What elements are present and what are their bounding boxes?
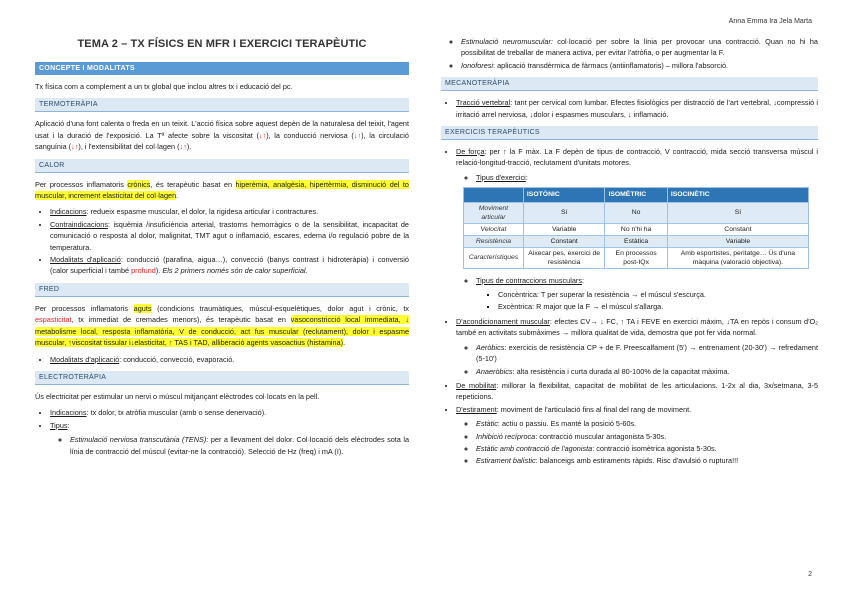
exercicis-tipus: ◦ Tipus d'exercici: <box>476 172 818 183</box>
contraccio-excentrica: ▪ Excèntrica: R major que la F → el múscul s'allarga. <box>498 301 818 312</box>
table-cell: Variable <box>523 223 605 235</box>
section-heading-exercicis: EXERCICIS TERAPÈUTICS <box>441 126 818 140</box>
right-column <box>441 30 818 470</box>
section-heading-mecano: MECANOTERÀPIA <box>441 77 818 91</box>
electro-indicacions: • Indicacions: tx dolor, tx atròfia muscular (amb o sense denervació). <box>50 407 409 418</box>
table-row <box>464 202 809 223</box>
table-cell: Constant <box>667 223 808 235</box>
fred-text: Per processos inflamatoris aguts (condicions traumàtiques, múscul-esquelètiques, dolor agut i crònic, tx espasticitat, tx immediat de cremades menors), és terapèutic basat en vasoconstricció local immediata, ↓ metabolisme local, resposta inflamatòria, V de conducció, act fus muscular (reclutament), dolor i espasme muscular, ↑viscositat tissular i↓elasticitat, ↑ TAS i TAD, alliberació agents vasoactius (histamina). <box>35 303 409 348</box>
table-header-cell: ISOMÈTRIC <box>605 188 667 202</box>
author-name: Anna Emma Ira Jela Marta <box>728 18 812 25</box>
calor-section <box>35 179 409 277</box>
table-cell: Amb esportistes, peritatge… Ús d'una màquina (valoració objectiva). <box>667 247 808 268</box>
table-cell: Variable <box>667 235 808 247</box>
section-heading-termo: TERMOTERÀPIA <box>35 98 409 112</box>
electro-neuromuscular: ◦ Estimulació neuromuscular: col·locació per sobre la línia per provocar una contracció. Quan no hi ha possibilitat de treballar de manera activa, per evitar l'atròfia, o per augmentar la F. <box>461 36 818 59</box>
table-row <box>464 223 809 235</box>
table-cell: En processos post-IQx <box>605 247 667 268</box>
electro-ionoforesi: ◦ Ionoforesi: aplicació transdèrmica de fàrmacs (antiinflamatoris) – millora l'absorció. <box>461 60 818 71</box>
concepte-text: Tx física com a complement a un tx global que inclou altres tx i educació del pc. <box>35 82 293 91</box>
electro-tens: ◦ Estimulació nerviosa transcutània (TENS): per a llevament del dolor. Col·locació dels elèctrodes sota la línia de contracció del múscul (evitar-ne la contracció). Selecció de Hz (freq) i mA (I). <box>70 434 409 457</box>
electro-section <box>35 391 409 457</box>
estirament-estatic: ◦ Estàtic: actiu o passiu. Es manté la posició 5-60s. <box>476 418 818 429</box>
mecano-traccio: • Tracció vertebral: tant per cervical com lumbar. Efectes fisiològics per distracció de l'art vertebral, ↓compressió i irritació arrel nerviosa, ↓dolor i espasmes musculars, ↓ inflamació. <box>456 97 818 120</box>
exercicis-contraccions: ◦ Tipus de contraccions musculars: ▪ Concèntrica: T per superar la resistència → el múscul s'escurça. ▪ Excèntrica: R major que la F → el múscul s'allarga. <box>476 275 818 313</box>
concepte-section <box>35 81 409 92</box>
table-cell: Característiques <box>464 247 524 268</box>
table-cell: Sí <box>523 202 605 223</box>
table-cell: Velocitat <box>464 223 524 235</box>
section-heading-fred: FRED <box>35 283 409 297</box>
table-header-cell: ISOCINÈTIC <box>667 188 808 202</box>
mecano-section <box>441 97 818 120</box>
table-header-cell: ISOTÒNIC <box>523 188 605 202</box>
exercise-types-table <box>463 187 809 268</box>
table-row <box>464 235 809 247</box>
termo-section <box>35 118 409 152</box>
calor-indicacions: • Indicacions: redueix espasme muscular, el dolor, la rigidesa articular i contractures. <box>50 206 409 217</box>
contraccions-wrapper <box>456 275 818 313</box>
electro-tipus: • Tipus: ◦ Estimulació nerviosa transcutània (TENS): per a llevament del dolor. Col·locació dels elèctrodes sota la línia de contracció del múscul (evitar-ne la contracció). Selecció de Hz (freq) i mA (I). <box>50 420 409 457</box>
estirament-balistic: ◦ Estirament balístic: balanceigs amb estiraments ràpids. Risc d'avulsió o ruptura!!! <box>476 455 818 466</box>
calor-contraindicacions: • Contraindicacions: isquèmia /insuficiència arterial, trastorns hemorràgics o de la sensibilitat, incapacitat de comunicació o resposta al dolor, malignitat, TMT agut o inflamació, escares, edema i/o regulació pobre de la temperatura. <box>50 219 409 253</box>
exercicis-acondicionament: • D'acondicionament muscular: efectes CV→ ↓ FC, ↑ TA i FEVE en exercici màxim, ↓TA en repòs i consum d'O₂ també en activitats submàximes → millora qualitat de vida, demostra que pot fer vida normal. ◦ Aeròbics: exercicis de resistència CP + de F. Preescalfament (5') → entrenament (20-30') → refredament (5-10') ◦ Anaeròbics: alta resistència i curta durada al 80-100% de la capacitat màxima. <box>456 316 818 377</box>
table-header-cell <box>464 188 524 202</box>
table-cell: Estàtica <box>605 235 667 247</box>
exercicis-estirament: • D'estirament: moviment de l'articulació fins al final del rang de moviment. ◦ Estàtic: actiu o passiu. Es manté la posició 5-60s. ◦ Inhibició recíproca: contracció muscular antagonista 5-30s. ◦ Estàtic amb contracció de l'agonista: contracció isomètrica agonista 5-30s. ◦ Estirament balístic: balanceigs amb estiraments ràpids. Risc d'avulsió o ruptura!!! <box>456 404 818 467</box>
table-cell: No n'hi ha <box>605 223 667 235</box>
table-cell: Moviment articular <box>464 202 524 223</box>
table-cell: Sí <box>667 202 808 223</box>
exercicis-mobilitat: • De mobilitat: millorar la flexibilitat, capacitat de mobilitat de les articulacions. 1-2x al dia, 3x/setmana, 3-5 repeticions. <box>456 380 818 403</box>
contraccio-concentrica: ▪ Concèntrica: T per superar la resistència → el múscul s'escurça. <box>498 289 818 300</box>
table-cell: Resistència <box>464 235 524 247</box>
page-title: TEMA 2 – TX FÍSICS EN MFR I EXERCICI TERAPÈUTIC <box>77 38 367 50</box>
estirament-agonista: ◦ Estàtic amb contracció de l'agonista: contracció isomètrica agonista 5-30s. <box>476 443 818 454</box>
exercicis-aerobics: ◦ Aeròbics: exercicis de resistència CP + de F. Preescalfament (5') → entrenament (20-30') → refredament (5-10') <box>476 342 818 365</box>
calor-text: Per processos inflamatoris crònics, és terapèutic basat en hiperèmia, analgèsia, hipertèrmia, disminució del to muscular, increment elasticitat del col·lagen. <box>35 179 409 201</box>
page-number: 2 <box>808 571 812 578</box>
electro-text: Ús electricitat per estimular un nervi o múscul mitjançant elèctrodes col·locats en la pell. <box>35 391 320 401</box>
section-heading-calor: CALOR <box>35 159 409 173</box>
table-header-row <box>464 188 809 202</box>
calor-modalitats: • Modalitats d'aplicació: conducció (parafina, aigua…), convecció (banys contrast i hidroteràpia) i conversió (calor superficial i també profund). Els 2 primers només són de calor superficial. <box>50 254 409 277</box>
fred-modalitats: • Modalitats d'aplicació: conducció, convecció, evaporació. <box>50 354 409 365</box>
fred-section <box>35 303 409 365</box>
exercicis-anaerobics: ◦ Anaeròbics: alta resistència i curta durada al 80-100% de la capacitat màxima. <box>476 366 818 377</box>
section-heading-concepte: CONCEPTE I MODALITATS <box>35 62 409 75</box>
estirament-inhibicio: ◦ Inhibició recíproca: contracció muscular antagonista 5-30s. <box>476 431 818 442</box>
section-heading-electro: ELECTROTERÀPIA <box>35 371 409 385</box>
table-cell: Constant <box>523 235 605 247</box>
left-column <box>35 30 409 460</box>
table-cell: No <box>605 202 667 223</box>
termo-text: Aplicació d'una font calenta o freda en un teixit. L'acció física sobre aquest depèn de la naturalesa del teixit, l'agent usat i la duració de l'exposició. La Tª afecte sobre la viscositat (↓↑), la conducció nerviosa (↓↑), la circulació sanguínia (↓↑), i l'extensibilitat del col·lagen (↓↑). <box>35 119 409 152</box>
table-row <box>464 247 809 268</box>
exercicis-section <box>441 146 818 467</box>
exercicis-forca: • De força: per ↑ la F màx. La F depèn de tipus de contracció, V contracció, mida secció transversa múscul i relació-longitud-tracció, reclutament d'unitats motores. ◦ Tipus d'exercici: <box>456 146 818 183</box>
table-cell: Aixecar pes, exercici de resistència <box>523 247 605 268</box>
electro-continued <box>441 36 818 71</box>
